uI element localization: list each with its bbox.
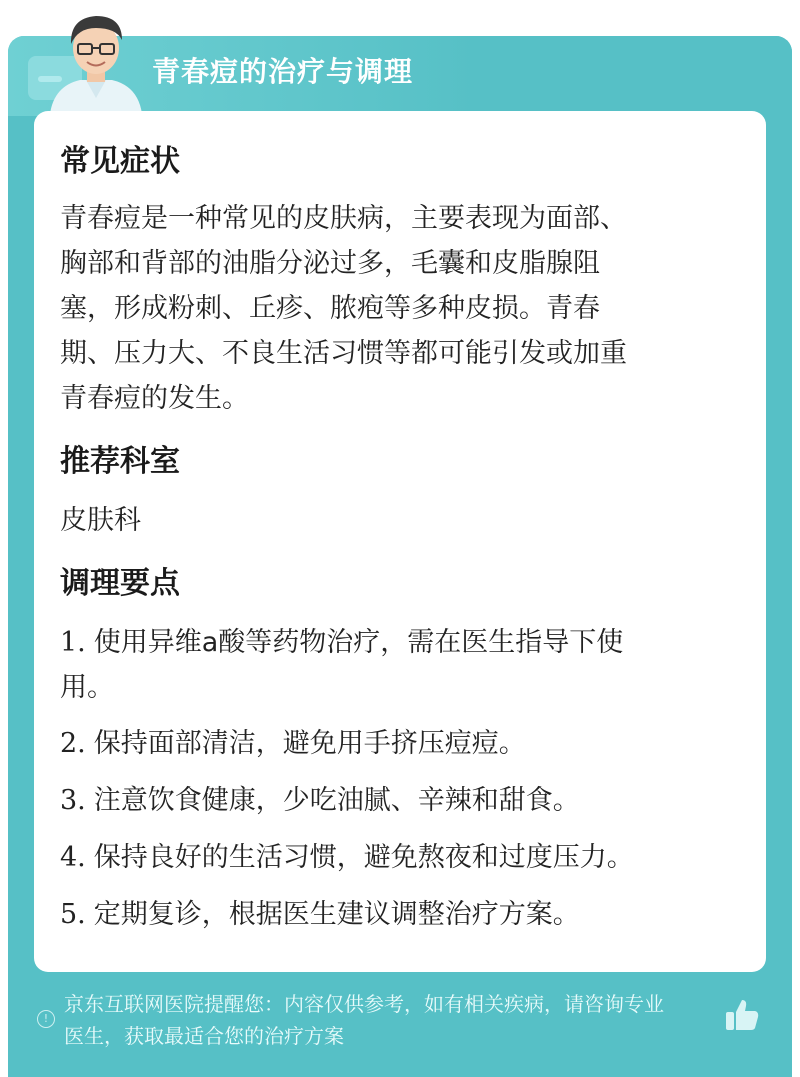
care-item-text: 保持良好的生活习惯，避免熬夜和过度压力。	[93, 842, 634, 873]
thumbs-up-icon[interactable]	[724, 998, 760, 1032]
symptoms-paragraph	[60, 196, 725, 421]
section-heading-care: 调理要点	[60, 566, 180, 601]
care-item-text: 保持面部清洁，避免用手挤压痘痘。	[93, 728, 526, 759]
footer-line: 京东互联网医院提醒您：内容仅供参考，如有相关疾病，请咨询专业	[64, 992, 664, 1016]
section-heading-symptoms: 常见症状	[60, 144, 180, 179]
symptoms-line: 青春痘是一种常见的皮肤病，主要表现为面部、	[60, 203, 627, 234]
care-list-item	[60, 778, 725, 823]
care-item-number: 4.	[60, 842, 86, 873]
care-item-number: 1.	[60, 627, 86, 658]
footer-line: 医生，获取最适合您的治疗方案	[64, 1024, 344, 1048]
care-item-text: 注意饮食健康，少吃油腻、辛辣和甜食。	[93, 785, 580, 816]
section-heading-department: 推荐科室	[60, 444, 180, 479]
care-item-text: 用。	[60, 672, 114, 703]
care-list-item	[60, 620, 725, 710]
footer-disclaimer	[64, 988, 724, 1052]
info-icon: !	[37, 1010, 55, 1028]
symptoms-line: 青春痘的发生。	[60, 383, 249, 414]
care-list-item	[60, 835, 725, 880]
care-item-text: 定期复诊，根据医生建议调整治疗方案。	[93, 899, 580, 930]
symptoms-line: 期、压力大、不良生活习惯等都可能引发或加重	[60, 338, 627, 369]
doctor-avatar	[40, 6, 152, 114]
care-item-text: 使用异维a酸等药物治疗，需在医生指导下使	[93, 627, 624, 658]
page-title: 青春痘的治疗与调理	[152, 55, 414, 88]
care-item-number: 2.	[60, 728, 86, 759]
care-list-item	[60, 721, 725, 766]
department-value: 皮肤科	[60, 505, 141, 536]
symptoms-line: 胸部和背部的油脂分泌过多，毛囊和皮脂腺阻	[60, 248, 600, 279]
care-list-item	[60, 892, 725, 937]
care-item-number: 5.	[60, 899, 86, 930]
care-item-number: 3.	[60, 785, 86, 816]
symptoms-line: 塞，形成粉刺、丘疹、脓疱等多种皮损。青春	[60, 293, 600, 324]
